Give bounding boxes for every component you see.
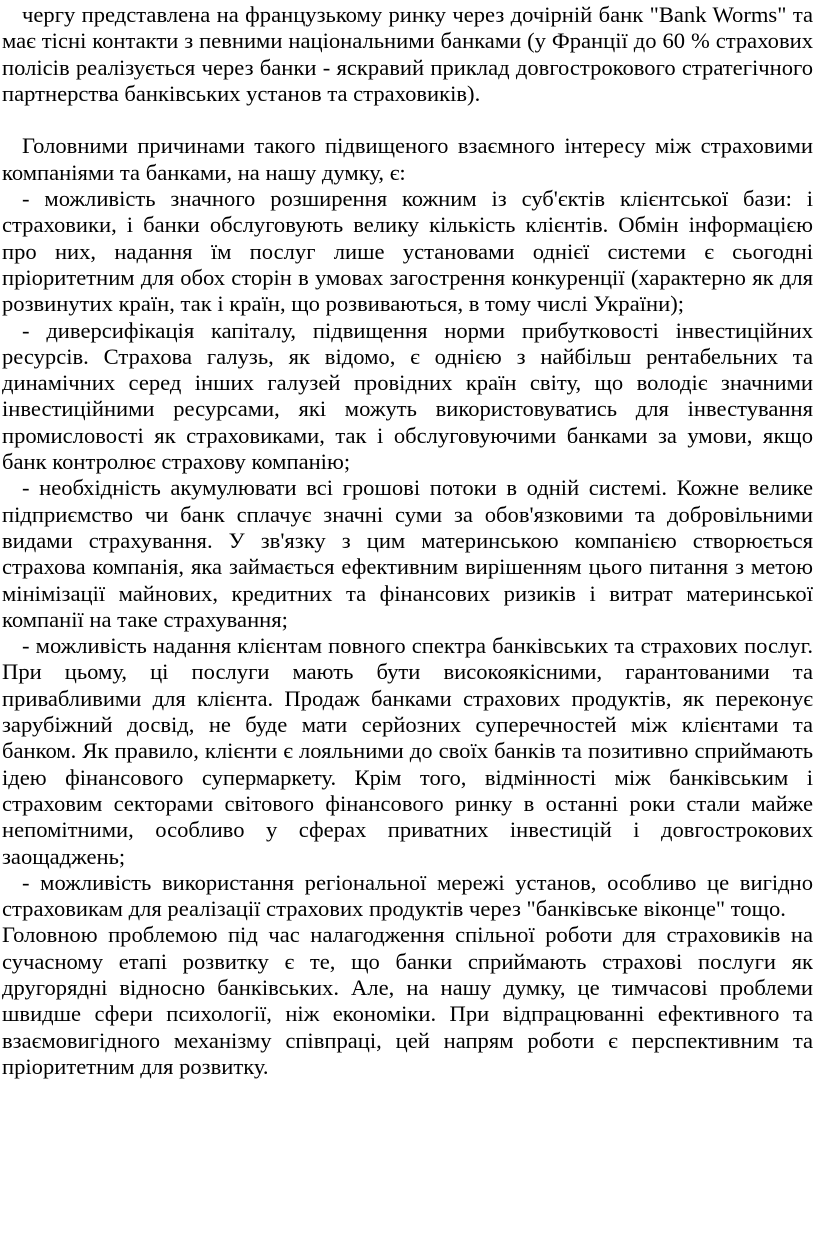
list-item-regional-network: - можливість використання регіональної мережі установ, особливо це вигідно страховикам для реалізації страхових продуктів через "банківське віконце" тощо. [2,869,813,922]
paragraph-spacer [2,107,813,133]
list-item-cash-flows: - необхідність акумулювати всі грошові потоки в одній системі. Кожне велике підприємство чи банк сплачує значні суми за обов'язковими та добровільними видами страхування. У зв'язку з цим материнською компанією створюється страхова компанія, яка займається ефективним вирішенням цього питання з метою мінімізації майнових, кредитних та фінансових ризиків і витрат материнської компанії на таке страхування; [2,475,813,632]
list-item-client-base: - можливість значного розширення кожним із суб'єктів клієнтської бази: і страховики, і банки обслуговують велику кількість клієнтів. Обмін інформацією про них, надання їм послуг лише установами однієї системи є сьогодні пріоритетним для обох сторін в умовах загострення конкуренції (характерно як для розвинутих країн, так і країн, що розвиваються, в тому числі України); [2,186,813,317]
list-item-full-services: - можливість надання клієнтам повного спектра банківських та страхових послуг. При цьому, ці послуги мають бути високоякісними, гарантованими та привабливими для клієнта. Продаж банками страхових продуктів, як переконує зарубіжний досвід, не буде мати серйозних суперечностей між клієнтами та банком. Як правило, клієнти є лояльними до своїх банків та позитивно сприймають ідею фінансового супермаркету. Крім того, відмінності між банківським і страховим секторами світового фінансового ринку в останні роки стали майже непомітними, особливо у сферах приватних інвестицій і довгострокових заощаджень; [2,633,813,869]
list-item-capital-diversification: - диверсифікація капіталу, підвищення норми прибутковості інвестиційних ресурсів. Страхова галузь, як відомо, є однією з найбільш рентабельних та динамічних серед інших галузей провідних країн світу, що володіє значними інвестиційними ресурсами, які можуть використовуватись для інвестування промисловості як страховиками, так і обслуговуючими банками за умови, якщо банк контролює страхову компанію; [2,317,813,475]
paragraph-reasons-intro: Головними причинами такого підвищеного взаємного інтересу між страховими компаніями та банками, на нашу думку, є: [2,133,813,185]
paragraph-main-problem: Головною проблемою під час налагодження спільної роботи для страховиків на сучасному етапі розвитку є те, що банки сприймають страхові послуги як другорядні відносно банківських. Але, на нашу думку, це тимчасові проблеми швидше сфери психології, ніж економіки. При відпрацюванні ефективного та взаємовигідного механізму співпраці, цей напрям роботи є перспективним та пріоритетним для розвитку. [2,922,813,1079]
paragraph-continuation: чергу представлена на французькому ринку через дочірній банк "Bank Worms" та має тісні контакти з певними національними банками (у Франції до 60 % страхових полісів реалізується через банки - яскравий приклад довгострокового стратегічного партнерства банківських установ та страховиків). [2,2,813,106]
